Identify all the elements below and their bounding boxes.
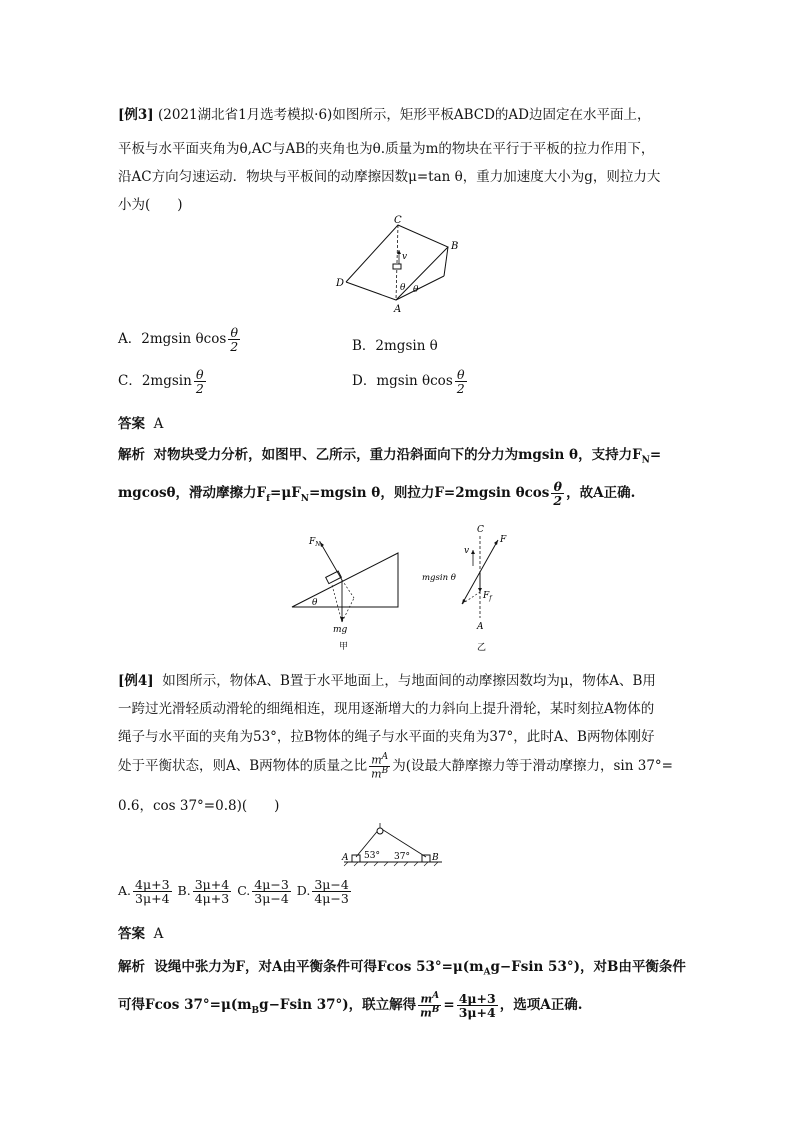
opt-d-frac	[455, 368, 467, 395]
opt-frac	[193, 878, 232, 905]
opt-frac	[133, 878, 172, 905]
frac-num: θ	[194, 368, 206, 382]
ratio-num: m	[420, 992, 433, 1006]
ex4-l4-post: 为(设最大静摩擦力等于滑动摩擦力，sin 37°=	[392, 758, 673, 775]
figure-yi	[420, 522, 520, 652]
ratio-den-sup: B	[431, 1005, 440, 1016]
opt-label: A.	[118, 883, 132, 899]
sub-f: f	[266, 493, 271, 504]
ex4-figure-pulley	[338, 822, 448, 868]
opt-label: C.	[237, 883, 251, 899]
an2-end: ，故A正确.	[566, 485, 636, 502]
an2-frac	[551, 480, 564, 507]
an2-mid2: =mgsin θ，则拉力F=2mgsin θcos	[309, 485, 550, 502]
fig3-v-label: v	[402, 252, 408, 262]
ex4-line3: 绳子与水平面的夹角为53°，拉B物体的绳子与水平面的夹角为37°，此时A、B两物体刚好	[118, 729, 655, 745]
frac-den: 3μ−4	[254, 891, 289, 907]
fig-jia-FN: $F_N$	[309, 537, 321, 548]
an2-mid: =μF	[270, 485, 301, 502]
fig4-angle53: 53°	[364, 851, 380, 861]
fig-yi-v: v	[464, 546, 470, 556]
opt-d-text: D．mgsin θcos	[352, 373, 453, 390]
fig3-A-label: A	[394, 304, 402, 315]
opt-label: B.	[177, 883, 191, 899]
analysis-text: 设绳中张力为F，对A由平衡条件可得Fcos 53°=μ(m	[154, 959, 484, 975]
fig-jia-mg: mg	[333, 625, 348, 635]
fig-yi-mgsin: mgsin θ	[422, 573, 456, 583]
opt-label: D.	[296, 883, 311, 899]
ex4-line5: 0.6，cos 37°=0.8)( )	[118, 798, 280, 814]
frac-den: 3μ+4	[135, 891, 170, 907]
ratio-den-sup: B	[381, 766, 389, 777]
fig-jia-caption: 甲	[339, 642, 349, 652]
sub-B: B	[251, 1005, 260, 1016]
frac-num: θ	[228, 326, 240, 340]
ex4-analysis-1	[118, 955, 686, 978]
sub-N: N	[641, 455, 650, 466]
frac-num: θ	[455, 368, 467, 382]
fig-yi-F: F	[500, 535, 507, 545]
ex4-l4-pre: 处于平衡状态，则A、B两物体的质量之比	[118, 758, 368, 775]
frac-num: 3μ+4	[194, 877, 230, 892]
analysis-text: 对物块受力分析，如图甲、乙所示，重力沿斜面向下的分力为mgsin θ，支持力F	[153, 447, 642, 463]
fig3-D-label: D	[336, 278, 345, 289]
ex3-line2: 平板与水平面夹角为θ,AC与AB的夹角也为θ.质量为m的物块在平行于平板的拉力作用下，	[118, 141, 655, 157]
fig3-B-label: B	[451, 241, 459, 252]
ex4-text1: 如图所示，物体A、B置于水平地面上，与地面间的动摩擦因数均为μ，物体A、B用	[162, 673, 656, 689]
an2-mid: g−Fsin 37°)，联立解得	[259, 997, 417, 1014]
sub-N: N	[300, 493, 310, 504]
ex4-answer	[118, 922, 163, 942]
eq-sign: =	[649, 447, 662, 463]
analysis-label: 解析	[118, 959, 145, 975]
answer-value: A	[153, 926, 164, 942]
frac-num: 4μ+3	[135, 877, 170, 892]
opt-frac	[312, 878, 351, 905]
ratio-den: m	[371, 767, 382, 781]
ratio-den: m	[420, 1006, 432, 1020]
fig3-theta2: θ	[413, 285, 419, 295]
fig4-A-label: A	[342, 853, 349, 863]
ex4-tag: [例4]	[118, 673, 154, 689]
opt-frac	[252, 878, 291, 905]
ex3-line3: 沿AC方向匀速运动．物块与平板间的动摩擦因数μ=tan θ，重力加速度大小为g，则拉力大	[118, 169, 661, 185]
an2-result-frac	[457, 992, 498, 1019]
ex3-answer	[118, 412, 163, 432]
ex3-option-b: B．2mgsin θ	[352, 338, 438, 354]
analysis-text-2: g−Fsin 53°)，对B由平衡条件	[490, 959, 686, 975]
ratio-num-sup: A	[432, 991, 440, 1001]
answer-label: 答案	[118, 926, 145, 942]
ex4-line2: 一跨过光滑轻质动滑轮的细绳相连，现用逐渐增大的力斜向上提升滑轮，某时刻拉A物体的	[118, 701, 655, 717]
opt-c-frac	[194, 368, 206, 395]
eq-sign: =	[443, 997, 455, 1014]
fig-yi-Ff: $F_f$	[483, 591, 492, 602]
frac-num: θ	[551, 480, 564, 494]
frac-den: 2	[456, 381, 465, 397]
sub-A: A	[483, 967, 491, 978]
analysis-label: 解析	[118, 447, 145, 463]
frac-num: 4μ+3	[458, 991, 496, 1007]
frac-den: 4μ−3	[314, 891, 349, 907]
fig-yi-C: C	[477, 525, 484, 535]
answer-label: 答案	[118, 416, 145, 432]
ex4-mass-ratio	[369, 753, 390, 780]
ratio-num-sup: A	[381, 752, 389, 762]
ex3-line1	[118, 103, 650, 123]
fig3-C-label: C	[394, 215, 402, 226]
ex4-line4	[118, 753, 673, 780]
fig4-B-label: B	[432, 853, 439, 863]
ex3-text1: (2021湖北省1月选考模拟·6)如图所示，矩形平板ABCD的AD边固定在水平面上，	[157, 107, 651, 123]
ex4-line1	[118, 669, 656, 689]
opt-a-text: A．2mgsin θcos	[118, 331, 227, 348]
ex4-analysis-2	[118, 992, 582, 1019]
frac-den: 3μ+4	[458, 1005, 496, 1021]
ratio-num: m	[371, 753, 382, 767]
frac-num: 4μ−3	[254, 877, 289, 892]
ex3-tag: [例3]	[118, 107, 154, 123]
an2-mass-ratio	[418, 992, 441, 1019]
fig-yi-caption: 乙	[477, 643, 487, 652]
frac-den: 2	[230, 339, 239, 355]
opt-c-text: C．2mgsin	[118, 373, 192, 390]
an2-pre: mgcosθ，滑动摩擦力F	[118, 485, 267, 502]
ex3-option-d	[352, 368, 469, 395]
an2-end: ，选项A正确.	[499, 997, 583, 1014]
frac-num: 3μ−4	[314, 877, 349, 892]
fig-yi-A: A	[477, 622, 484, 632]
frac-den: 2	[553, 493, 563, 509]
frac-den: 4μ+3	[194, 891, 230, 907]
ex3-line4: 小为( )	[118, 197, 183, 213]
fig3-theta1: θ	[400, 283, 406, 293]
figure-jia	[288, 528, 408, 652]
fig4-angle37: 37°	[394, 852, 410, 862]
ex3-option-c	[118, 368, 208, 395]
opt-a-frac	[228, 326, 240, 353]
ex3-option-a	[118, 326, 242, 353]
an2-pre: 可得Fcos 37°=μ(m	[118, 997, 252, 1014]
ex3-analysis-1	[118, 443, 661, 466]
frac-den: 2	[195, 381, 204, 397]
answer-value: A	[153, 416, 164, 432]
ex3-figure-plate	[330, 212, 470, 316]
ex4-options	[118, 878, 353, 905]
fig-jia-theta: θ	[312, 598, 318, 608]
ex3-analysis-2	[118, 480, 635, 507]
